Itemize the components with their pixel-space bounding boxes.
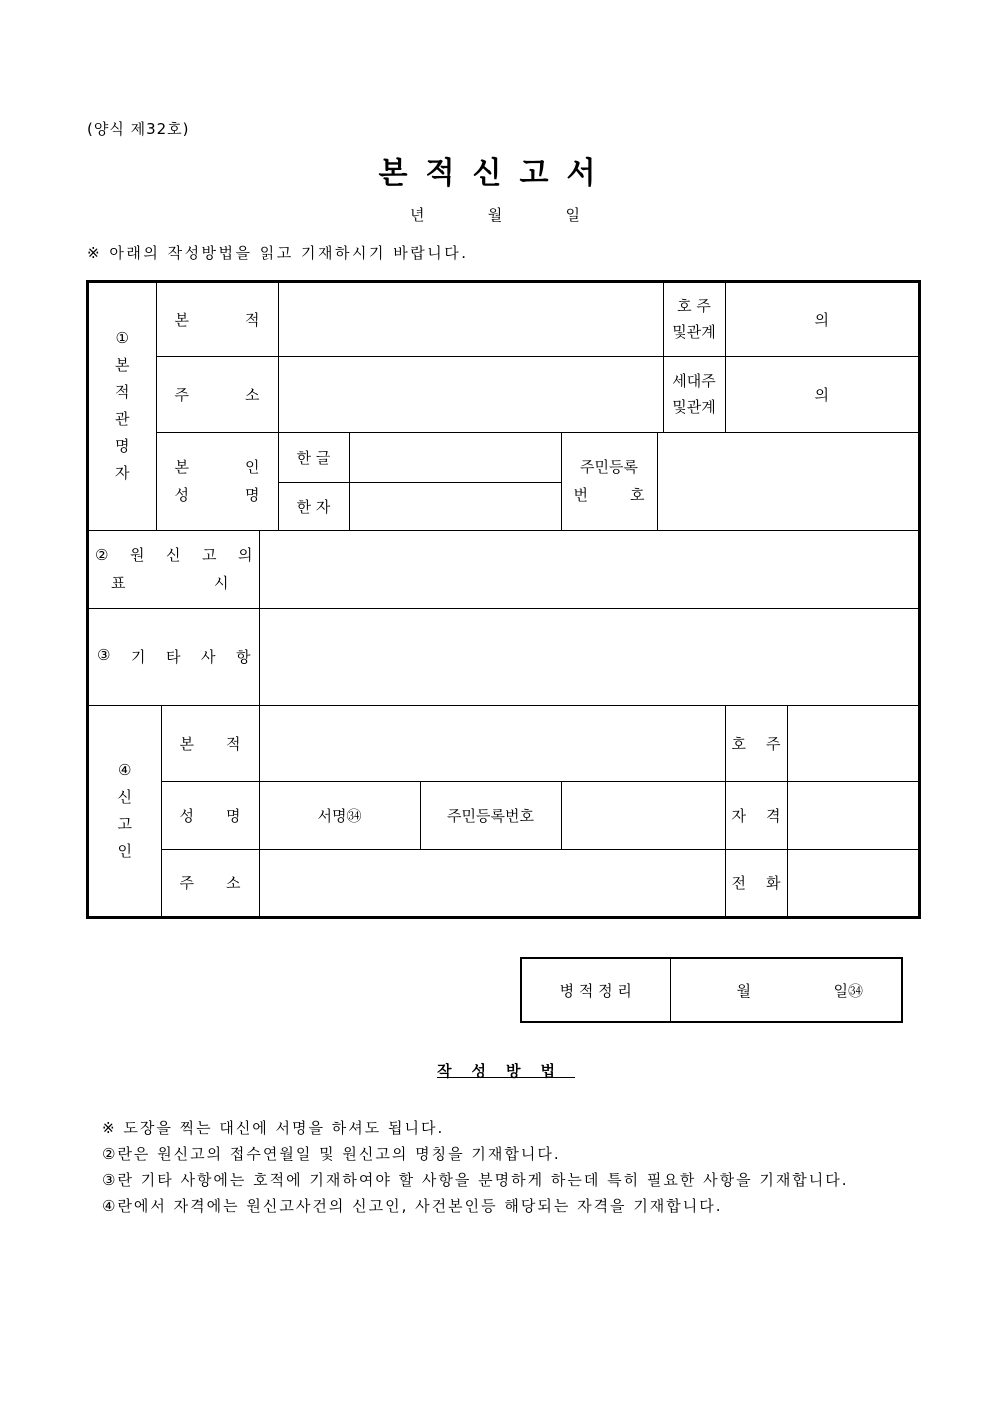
registry-field[interactable] — [670, 958, 902, 1022]
section1-char: 명 — [115, 437, 130, 456]
rrn-field[interactable] — [657, 432, 919, 530]
form-number: (양식 제32호) — [87, 120, 190, 138]
method-line: ③란 기타 사항에는 호적에 기재하여야 할 사항을 분명하게 하는데 특히 필요한 사항을 기재합니다. — [102, 1171, 849, 1189]
hoju-relation-field[interactable]: 의 — [725, 282, 919, 356]
reporter-address-field[interactable] — [259, 849, 725, 917]
reporter-address-label: 주 소 — [161, 849, 259, 917]
section1-char: 본 — [115, 356, 130, 375]
month-label: 월 — [487, 206, 503, 224]
method-title: 작성방법 — [437, 1062, 575, 1080]
method-list — [102, 1115, 897, 1219]
reporter-hoju-label: 호 주 — [725, 705, 787, 781]
method-line: ④란에서 자격에는 원신고사건의 신고인, 사건본인등 해당되는 자격을 기재합니다. — [102, 1197, 723, 1215]
notice-text: ※ 아래의 작성방법을 읽고 기재하시기 바랍니다. — [87, 244, 469, 262]
reporter-honjeok-field[interactable] — [259, 705, 725, 781]
reporter-signature-field[interactable]: 서명㉞ — [259, 781, 420, 849]
section4-char: 신 — [117, 787, 132, 806]
section1-char: 적 — [115, 383, 130, 402]
reporter-rrn-field[interactable] — [561, 781, 725, 849]
year-label: 년 — [410, 206, 425, 224]
section4-char: 고 — [117, 814, 132, 833]
hanja-label: 한 자 — [278, 482, 349, 530]
section4-char: 인 — [117, 841, 132, 860]
person-name-label: 본 인 성 명 — [156, 432, 278, 530]
main-form-table — [87, 281, 920, 918]
section4-label — [88, 705, 161, 917]
registry-day-seal: 일㉞ — [833, 981, 863, 1000]
reporter-rrn-label: 주민등록번호 — [420, 781, 561, 849]
section1-char: 자 — [115, 464, 130, 483]
section1-number: ① — [115, 329, 129, 348]
reporter-phone-field[interactable] — [787, 849, 919, 917]
sedaeju-relation-field[interactable]: 의 — [725, 356, 919, 432]
document-title: 본적신고서 — [378, 156, 614, 191]
hangul-name-field[interactable] — [349, 432, 561, 482]
address-label: 주 소 — [156, 356, 278, 432]
reporter-qualification-label: 자 격 — [725, 781, 787, 849]
registry-box — [520, 957, 903, 1023]
hanja-name-field[interactable] — [349, 482, 561, 530]
section4-number: ④ — [118, 760, 132, 779]
reporter-phone-label: 전 화 — [725, 849, 787, 917]
date-row — [410, 204, 580, 225]
rrn-label: 주민등록 번 호 — [561, 432, 657, 530]
honjeok-label: 본 적 — [156, 282, 278, 356]
section2-field[interactable] — [259, 530, 919, 608]
section3-field[interactable] — [259, 608, 919, 705]
reporter-qualification-field[interactable] — [787, 781, 919, 849]
hoju-relation-label: 호 주 및관계 — [663, 282, 725, 356]
section3-label: ③ 기 타 사 항 — [88, 608, 259, 705]
reporter-honjeok-label: 본 적 — [161, 705, 259, 781]
reporter-name-label: 성 명 — [161, 781, 259, 849]
registry-month: 월 — [736, 981, 751, 1000]
address-field[interactable] — [278, 356, 663, 432]
registry-label: 병 적 정 리 — [521, 958, 670, 1022]
reporter-hoju-field[interactable] — [787, 705, 919, 781]
sedaeju-relation-label: 세대주 및관계 — [663, 356, 725, 432]
section2-label: ② 원 신 고 의 표 시 — [88, 530, 259, 608]
honjeok-field[interactable] — [278, 282, 663, 356]
hangul-label: 한 글 — [278, 432, 349, 482]
section1-label — [88, 282, 156, 530]
section1-char: 관 — [115, 410, 130, 429]
method-line: ※ 도장을 찍는 대신에 서명을 하셔도 됩니다. — [102, 1119, 445, 1137]
method-line: ②란은 원신고의 접수연월일 및 원신고의 명칭을 기재합니다. — [102, 1145, 561, 1163]
day-label: 일 — [565, 206, 580, 224]
